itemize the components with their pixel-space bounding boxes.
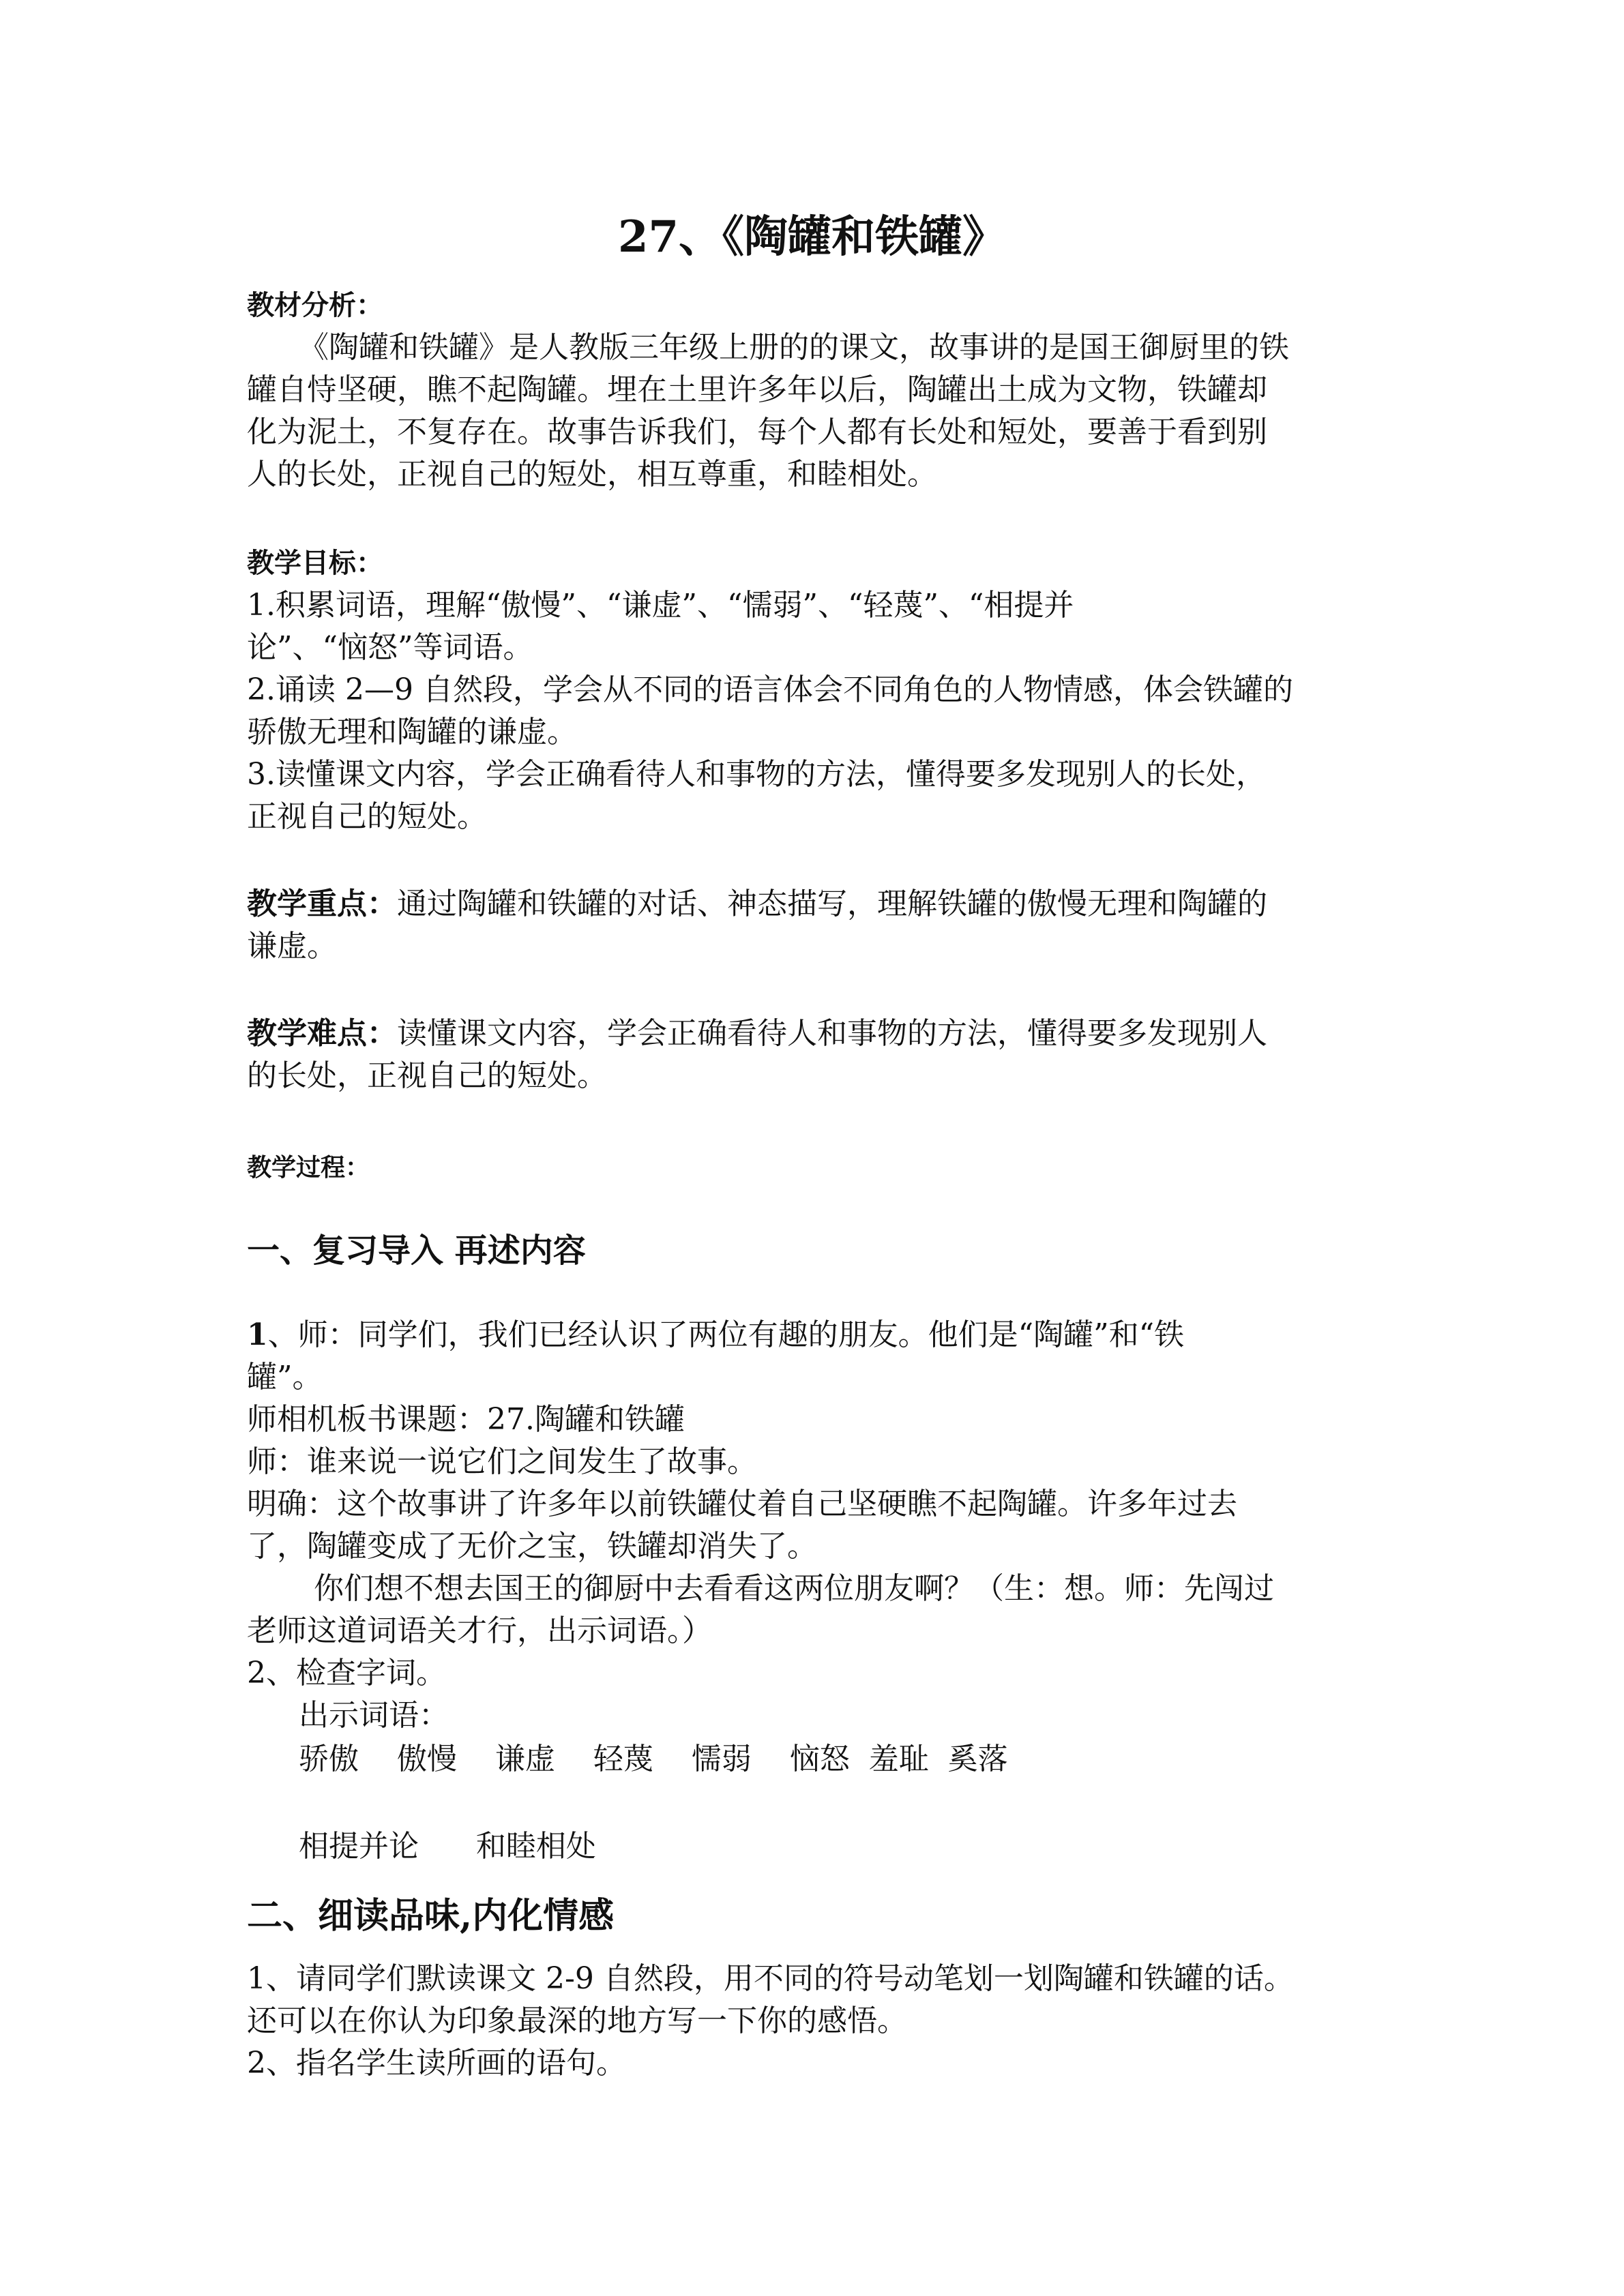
goals-heading: 教学目标：	[247, 547, 383, 579]
analysis-line: 罐自恃坚硬，瞧不起陶罐。埋在土里许多年以后，陶罐出土成为文物，铁罐却	[247, 372, 1267, 407]
difficulty-line	[247, 1015, 1267, 1053]
section2-line: 2、指名学生读所画的语句。	[247, 2046, 626, 2081]
goals-line: 2.诵读 2—9 自然段，学会从不同的语言体会不同角色的人物情感，体会铁罐的	[247, 672, 1293, 707]
analysis-line: 《陶罐和铁罐》是人教版三年级上册的的课文，故事讲的是国王御厨里的铁	[299, 330, 1289, 365]
section1-line: 出示词语：	[299, 1698, 449, 1733]
analysis-line: 人的长处，正视自己的短处，相互尊重，和睦相处。	[247, 457, 937, 492]
section1-line: 罐”。	[247, 1360, 323, 1395]
process-heading: 教学过程：	[247, 1153, 370, 1182]
goals-line: 1.积累词语，理解“傲慢”、“谦虚”、“懦弱”、“轻蔑”、“相提并	[247, 588, 1074, 623]
goals-line: 论”、“恼怒”等词语。	[247, 630, 533, 665]
key-point-line: 谦虚。	[247, 929, 337, 964]
goals-line: 骄傲无理和陶罐的谦虚。	[247, 715, 577, 749]
item-number: 1	[247, 1317, 268, 1352]
section1-line: 明确：这个故事讲了许多年以前铁罐仗着自己坚硬瞧不起陶罐。许多年过去	[247, 1487, 1237, 1521]
section1-line: 师相机板书课题：27.陶罐和铁罐	[247, 1402, 685, 1437]
difficulty-line: 的长处，正视自己的短处。	[247, 1058, 607, 1093]
section1-heading: 一、复习导入 再述内容	[247, 1232, 586, 1270]
word-list: 相提并论 和睦相处	[299, 1829, 596, 1864]
section1-line: 2、检查字词。	[247, 1656, 446, 1690]
section1-line: 你们想不想去国王的御厨中去看看这两位朋友啊？（生：想。师：先闯过	[314, 1571, 1274, 1606]
section1-line: 师：谁来说一说它们之间发生了故事。	[247, 1444, 757, 1479]
document-title: 27、《陶罐和铁罐》	[617, 211, 1007, 263]
goals-line: 3.读懂课文内容，学会正确看待人和事物的方法，懂得要多发现别人的长处，	[247, 757, 1266, 792]
section1-text: 、师：同学们，我们已经认识了两位有趣的朋友。他们是“陶罐”和“铁	[267, 1317, 1185, 1352]
section1-line: 了，陶罐变成了无价之宝，铁罐却消失了。	[247, 1529, 817, 1564]
word-list: 骄傲 傲慢 谦虚 轻蔑 懦弱 恼怒 羞耻 奚落	[299, 1742, 1008, 1776]
analysis-heading: 教材分析：	[247, 289, 383, 321]
analysis-line: 化为泥土，不复存在。故事告诉我们，每个人都有长处和短处，要善于看到别	[247, 415, 1267, 449]
section1-line	[247, 1316, 1184, 1354]
section2-line: 1、请同学们默读课文 2-9 自然段，用不同的符号动笔划一划陶罐和铁罐的话。	[247, 1961, 1294, 1996]
key-point-text: 通过陶罐和铁罐的对话、神态描写，理解铁罐的傲慢无理和陶罐的	[397, 886, 1267, 921]
section1-line: 老师这道词语关才行，出示词语。）	[247, 1613, 712, 1648]
key-point-label: 教学重点：	[247, 886, 397, 921]
section2-heading: 二、细读品味,内化情感	[247, 1895, 615, 1937]
section2-line: 还可以在你认为印象最深的地方写一下你的感悟。	[247, 2003, 907, 2038]
difficulty-label: 教学难点：	[247, 1016, 397, 1051]
key-point-line	[247, 885, 1267, 923]
goals-line: 正视自己的短处。	[247, 799, 487, 834]
difficulty-text: 读懂课文内容，学会正确看待人和事物的方法，懂得要多发现别人	[397, 1016, 1267, 1051]
